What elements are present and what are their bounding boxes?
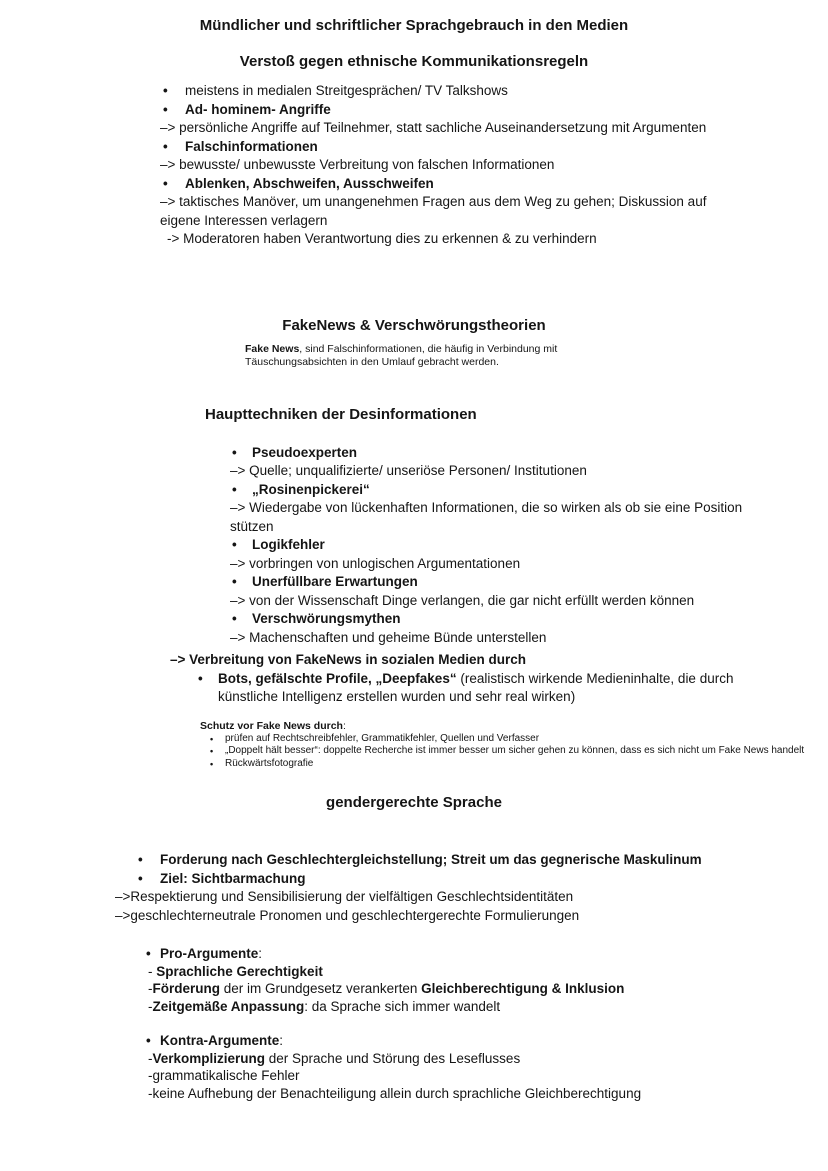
list-item-text: Verschwörungsmythen <box>252 611 401 626</box>
bullet-icon: • <box>232 444 237 460</box>
dash: - <box>148 963 157 979</box>
heading-colon: : <box>258 946 263 961</box>
argument-bold: Verkomplizierung <box>152 1050 266 1066</box>
list-item <box>0 101 828 120</box>
pro-argument-line <box>0 980 828 998</box>
pro-argument-line <box>0 998 828 1016</box>
protection-heading <box>0 720 828 733</box>
list-item <box>0 481 828 500</box>
list-item <box>0 573 828 592</box>
bullet-icon: • <box>198 670 203 686</box>
bullet-icon: • <box>232 611 237 626</box>
list-item <box>0 82 828 101</box>
continuation-line: eigene Interessen verlagern <box>160 212 328 228</box>
bullet-icon: • <box>232 481 237 497</box>
bullet-icon: • <box>210 746 214 756</box>
dash: - <box>148 998 153 1014</box>
list-item <box>0 851 828 870</box>
list-item <box>0 745 828 758</box>
list-item-text: „Rosinenpickerei“ <box>252 481 370 497</box>
argument-bold: Zeitgemäße Anpassung <box>152 998 305 1014</box>
arrow-note: -> Moderatoren haben Verantwortung dies zu erkennen & zu verhindern <box>167 231 597 246</box>
argument-text: der Sprache und Störung des Leseflusses <box>265 1050 521 1066</box>
arrow-note: –> Quelle; unqualifizierte/ unseriöse Personen/ Institutionen <box>230 463 587 478</box>
pro-argument-line <box>0 963 828 981</box>
list-item-text: „Doppelt hält besser“: doppelte Recherche ist immer besser um sicher gehen zu können, dass es sich nicht um Fake News handelt <box>225 745 805 756</box>
spread-line: –> Verbreitung von FakeNews in sozialen Medien durch <box>170 652 526 667</box>
bullet-icon: • <box>210 733 214 744</box>
list-item <box>0 758 828 771</box>
arrow-note: –> von der Wissenschaft Dinge verlangen, die gar nicht erfüllt werden können <box>230 592 695 608</box>
arrow-note: –>Respektierung und Sensibilisierung der vielfältigen Geschlechtsidentitäten <box>115 889 574 904</box>
arrow-note: –>geschlechterneutrale Pronomen und geschlechtergerechte Formulierungen <box>115 907 580 923</box>
fakenews-heading: FakeNews & Verschwörungstheorien <box>282 316 546 334</box>
heading-bold: Pro-Argumente <box>160 946 259 961</box>
list-item-text: Ziel: Sichtbarmachung <box>160 870 306 886</box>
bullet-icon: • <box>163 83 168 98</box>
bullet-icon: • <box>138 852 143 867</box>
bullet-icon: • <box>146 946 151 961</box>
arrow-note: –> vorbringen von unlogischen Argumentationen <box>230 555 521 571</box>
bullet-icon: • <box>146 1033 151 1048</box>
fakenews-note <box>0 343 828 369</box>
list-item-text: meistens in medialen Streitgesprächen/ TV Talkshows <box>185 83 508 98</box>
list-item-text: prüfen auf Rechtschreibfehler, Grammatikfehler, Quellen und Verfasser <box>225 732 540 744</box>
list-item <box>0 175 828 194</box>
dash: - <box>148 1050 153 1066</box>
document-title: Mündlicher und schriftlicher Sprachgebrauch in den Medien <box>199 17 629 34</box>
list-item-text: Pseudoexperten <box>252 444 358 460</box>
list-item <box>0 733 828 746</box>
bullet-icon: • <box>210 758 214 769</box>
list-item-text: Ablenken, Abschweifen, Ausschweifen <box>185 175 434 191</box>
heading-text <box>160 945 262 963</box>
kontra-arguments-heading <box>0 1032 828 1050</box>
section-heading-kommunikationsregeln: Verstoß gegen ethnische Kommunikationsregeln <box>239 53 589 70</box>
list-item-text: Rückwärtsfotografie <box>225 757 314 769</box>
argument-bold: Gleichberechtigung & Inklusion <box>421 981 625 996</box>
kontra-argument-line <box>0 1050 828 1068</box>
heading-colon: : <box>279 1033 284 1048</box>
argument-text: : da Sprache sich immer wandelt <box>304 998 501 1014</box>
continuation-line: stützen <box>230 518 274 534</box>
list-item-text: Falschinformationen <box>185 138 318 154</box>
bots-bold-text: Bots, gefälschte Profile, „Deepfakes“ <box>218 670 461 686</box>
dash: - <box>148 981 153 996</box>
rules-list <box>0 82 828 249</box>
bots-rest-text: (realistisch wirkende Medieninhalte, die durch <box>460 670 734 686</box>
bullet-icon: • <box>163 138 168 154</box>
kontra-argument-line: -keine Aufhebung der Benachteiligung allein durch sprachliche Gleichberechtigung <box>148 1085 642 1101</box>
list-item-text: Logikfehler <box>252 537 325 552</box>
bots-item <box>0 670 828 707</box>
bullet-icon: • <box>232 574 237 589</box>
gender-list <box>0 851 828 925</box>
list-item-text <box>218 670 733 689</box>
list-item-text: Unerfüllbare Erwartungen <box>252 574 418 589</box>
list-item <box>0 536 828 555</box>
protection-block <box>0 720 828 771</box>
techniques-list <box>0 444 828 648</box>
list-item <box>0 670 828 689</box>
argument-bold: Sprachliche Gerechtigkeit <box>156 963 323 979</box>
pro-arguments-heading <box>0 945 828 963</box>
arrow-note: –> Machenschaften und geheime Bünde unterstellen <box>230 629 547 645</box>
protection-heading-colon: : <box>342 719 346 732</box>
arrow-note: –> taktisches Manöver, um unangenehmen Fragen aus dem Weg zu gehen; Diskussion auf <box>160 194 707 209</box>
bullet-icon: • <box>163 175 168 191</box>
bullet-icon: • <box>138 870 143 886</box>
list-item-text: Forderung nach Geschlechtergleichstellung; Streit um das gegnerische Maskulinum <box>160 852 702 867</box>
heading-bold: Kontra-Argumente <box>160 1033 280 1048</box>
arrow-note: –> Wiedergabe von lückenhaften Informationen, die so wirken als ob sie eine Position <box>230 500 743 515</box>
list-item <box>0 870 828 889</box>
argument-bold: Förderung <box>152 981 220 996</box>
argument-text: der im Grundgesetz verankerten <box>220 981 422 996</box>
note-line <box>245 343 828 356</box>
kontra-argument-line: -grammatikalische Fehler <box>148 1068 300 1083</box>
list-item <box>0 138 828 157</box>
arrow-note: –> bewusste/ unbewusste Verbreitung von falschen Informationen <box>160 157 555 172</box>
protection-heading-bold: Schutz vor Fake News durch <box>200 719 343 732</box>
note-text: , sind Falschinformationen, die häufig in Verbindung mit <box>299 342 558 355</box>
list-item <box>0 444 828 463</box>
list-item <box>0 610 828 629</box>
techniques-heading: Haupttechniken der Desinformationen <box>205 405 477 423</box>
note-bold-text: Fake News <box>245 342 300 355</box>
bullet-icon: • <box>163 101 168 117</box>
continuation-line: künstliche Intelligenz erstellen wurden und sehr real wirken) <box>218 689 576 704</box>
gender-heading: gendergerechte Sprache <box>326 794 502 811</box>
list-item-text: Ad- hominem- Angriffe <box>185 101 331 117</box>
arrow-note: –> persönliche Angriffe auf Teilnehmer, statt sachliche Auseinandersetzung mit Argumenten <box>160 120 707 135</box>
heading-text <box>160 1032 283 1050</box>
note-line: Täuschungsabsichten in den Umlauf gebracht werden. <box>245 355 499 368</box>
kontra-arguments-block <box>0 1032 828 1102</box>
pro-arguments-block <box>0 945 828 1015</box>
bullet-icon: • <box>232 537 237 552</box>
